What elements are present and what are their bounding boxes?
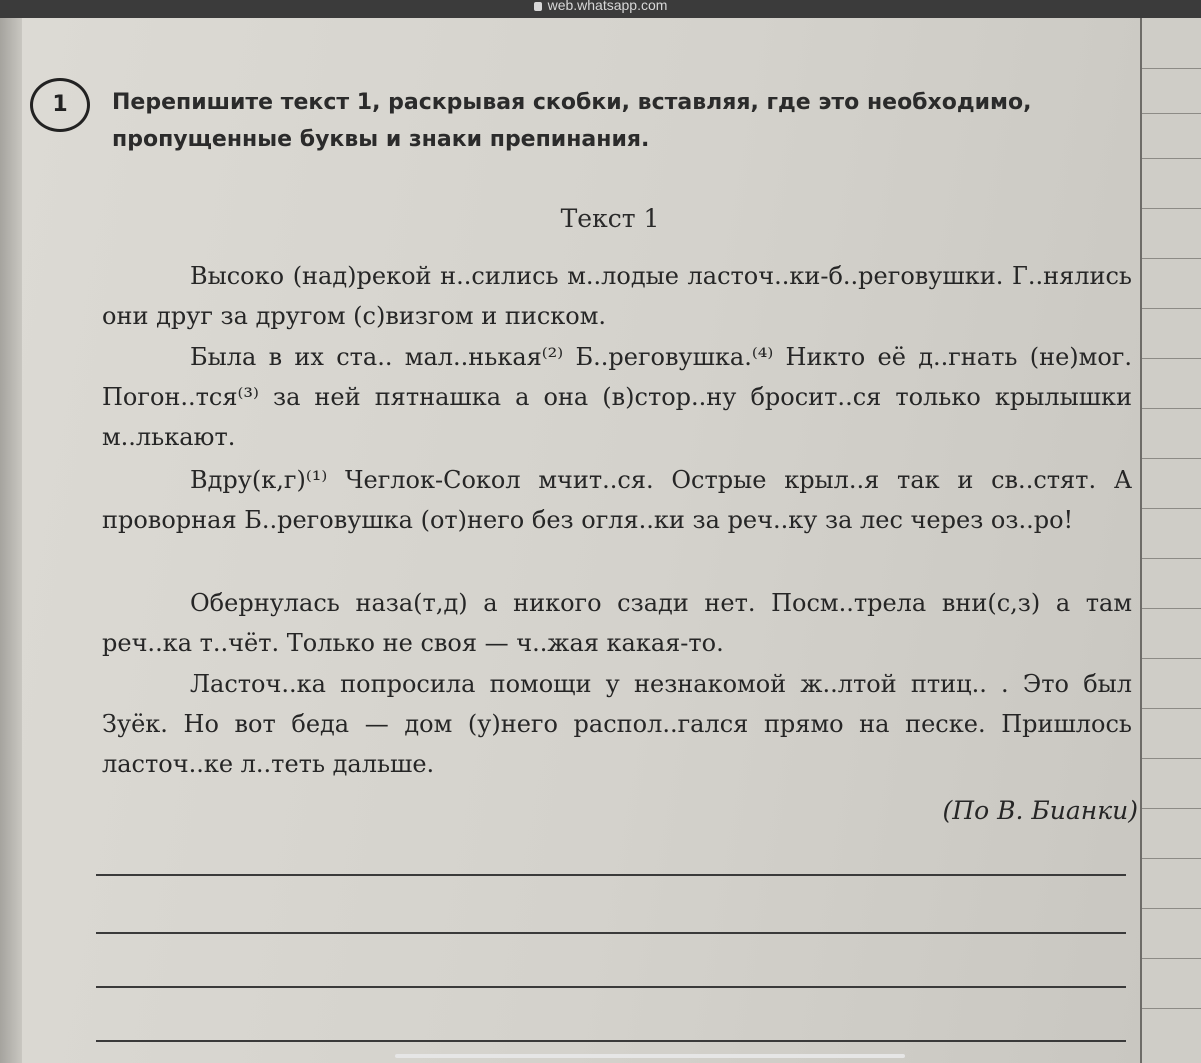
book-spine: [0, 18, 22, 1063]
right-page-edge: [1140, 18, 1201, 1063]
paragraph-text: Обернулась наза(т,д) а никого сзади нет. Посм..трела вни(с,з) а там реч..ка т..чёт. Только не своя — ч..жая какая-то.: [102, 589, 1132, 657]
paragraph-text: Высоко (над)рекой н..сились м..лодые ласточ..ки-б..реговушки. Г..нялись они друг за другом (с)визгом и писком.: [102, 262, 1132, 330]
writing-line: [96, 874, 1126, 876]
paragraph-text: Ласточ..ка попросила помощи у незнакомой ж..лтой птиц.. . Это был Зуёк. Но вот беда — дом (у)него распол..гался прямо на песке. Пришлось ласточ..ке л..теть дальше.: [102, 670, 1132, 778]
paragraph-3: [102, 460, 1132, 540]
paragraph-1: [102, 256, 1132, 336]
browser-url: web.whatsapp.com: [547, 0, 668, 13]
paragraph-4: [102, 583, 1132, 663]
text-title: Текст 1: [560, 204, 660, 233]
text-author: (По В. Бианки): [942, 796, 1138, 825]
paragraph-text: Вдру(к,г)⁽¹⁾ Чеглок-Сокол мчит..ся. Острые крыл..я так и св..стят. А проворная Б..реговушка (от)него без огля..ки за реч..ку за лес через оз..ро!: [102, 466, 1132, 534]
lock-icon: [534, 2, 542, 11]
writing-line: [96, 1040, 1126, 1042]
browser-address-bar[interactable]: [0, 0, 1201, 18]
task-instruction: Перепишите текст 1, раскрывая скобки, вставляя, где это необходимо, пропущенные буквы и знаки препинания.: [112, 90, 1032, 152]
paragraph-2: [102, 337, 1132, 457]
writing-line: [96, 986, 1126, 988]
task-number-badge: 1: [30, 78, 90, 132]
paragraph-text: Была в их ста.. мал..нькая⁽²⁾ Б..реговушка.⁽⁴⁾ Никто её д..гнать (не)мог. Погон..тся⁽³⁾ за ней пятнашка а она (в)стор..ну бросит..ся только крылышки м..лькают.: [102, 343, 1132, 451]
writing-line: [96, 932, 1126, 934]
home-indicator[interactable]: [395, 1054, 905, 1058]
paragraph-5: [102, 664, 1132, 784]
book-page: [22, 18, 1140, 1063]
